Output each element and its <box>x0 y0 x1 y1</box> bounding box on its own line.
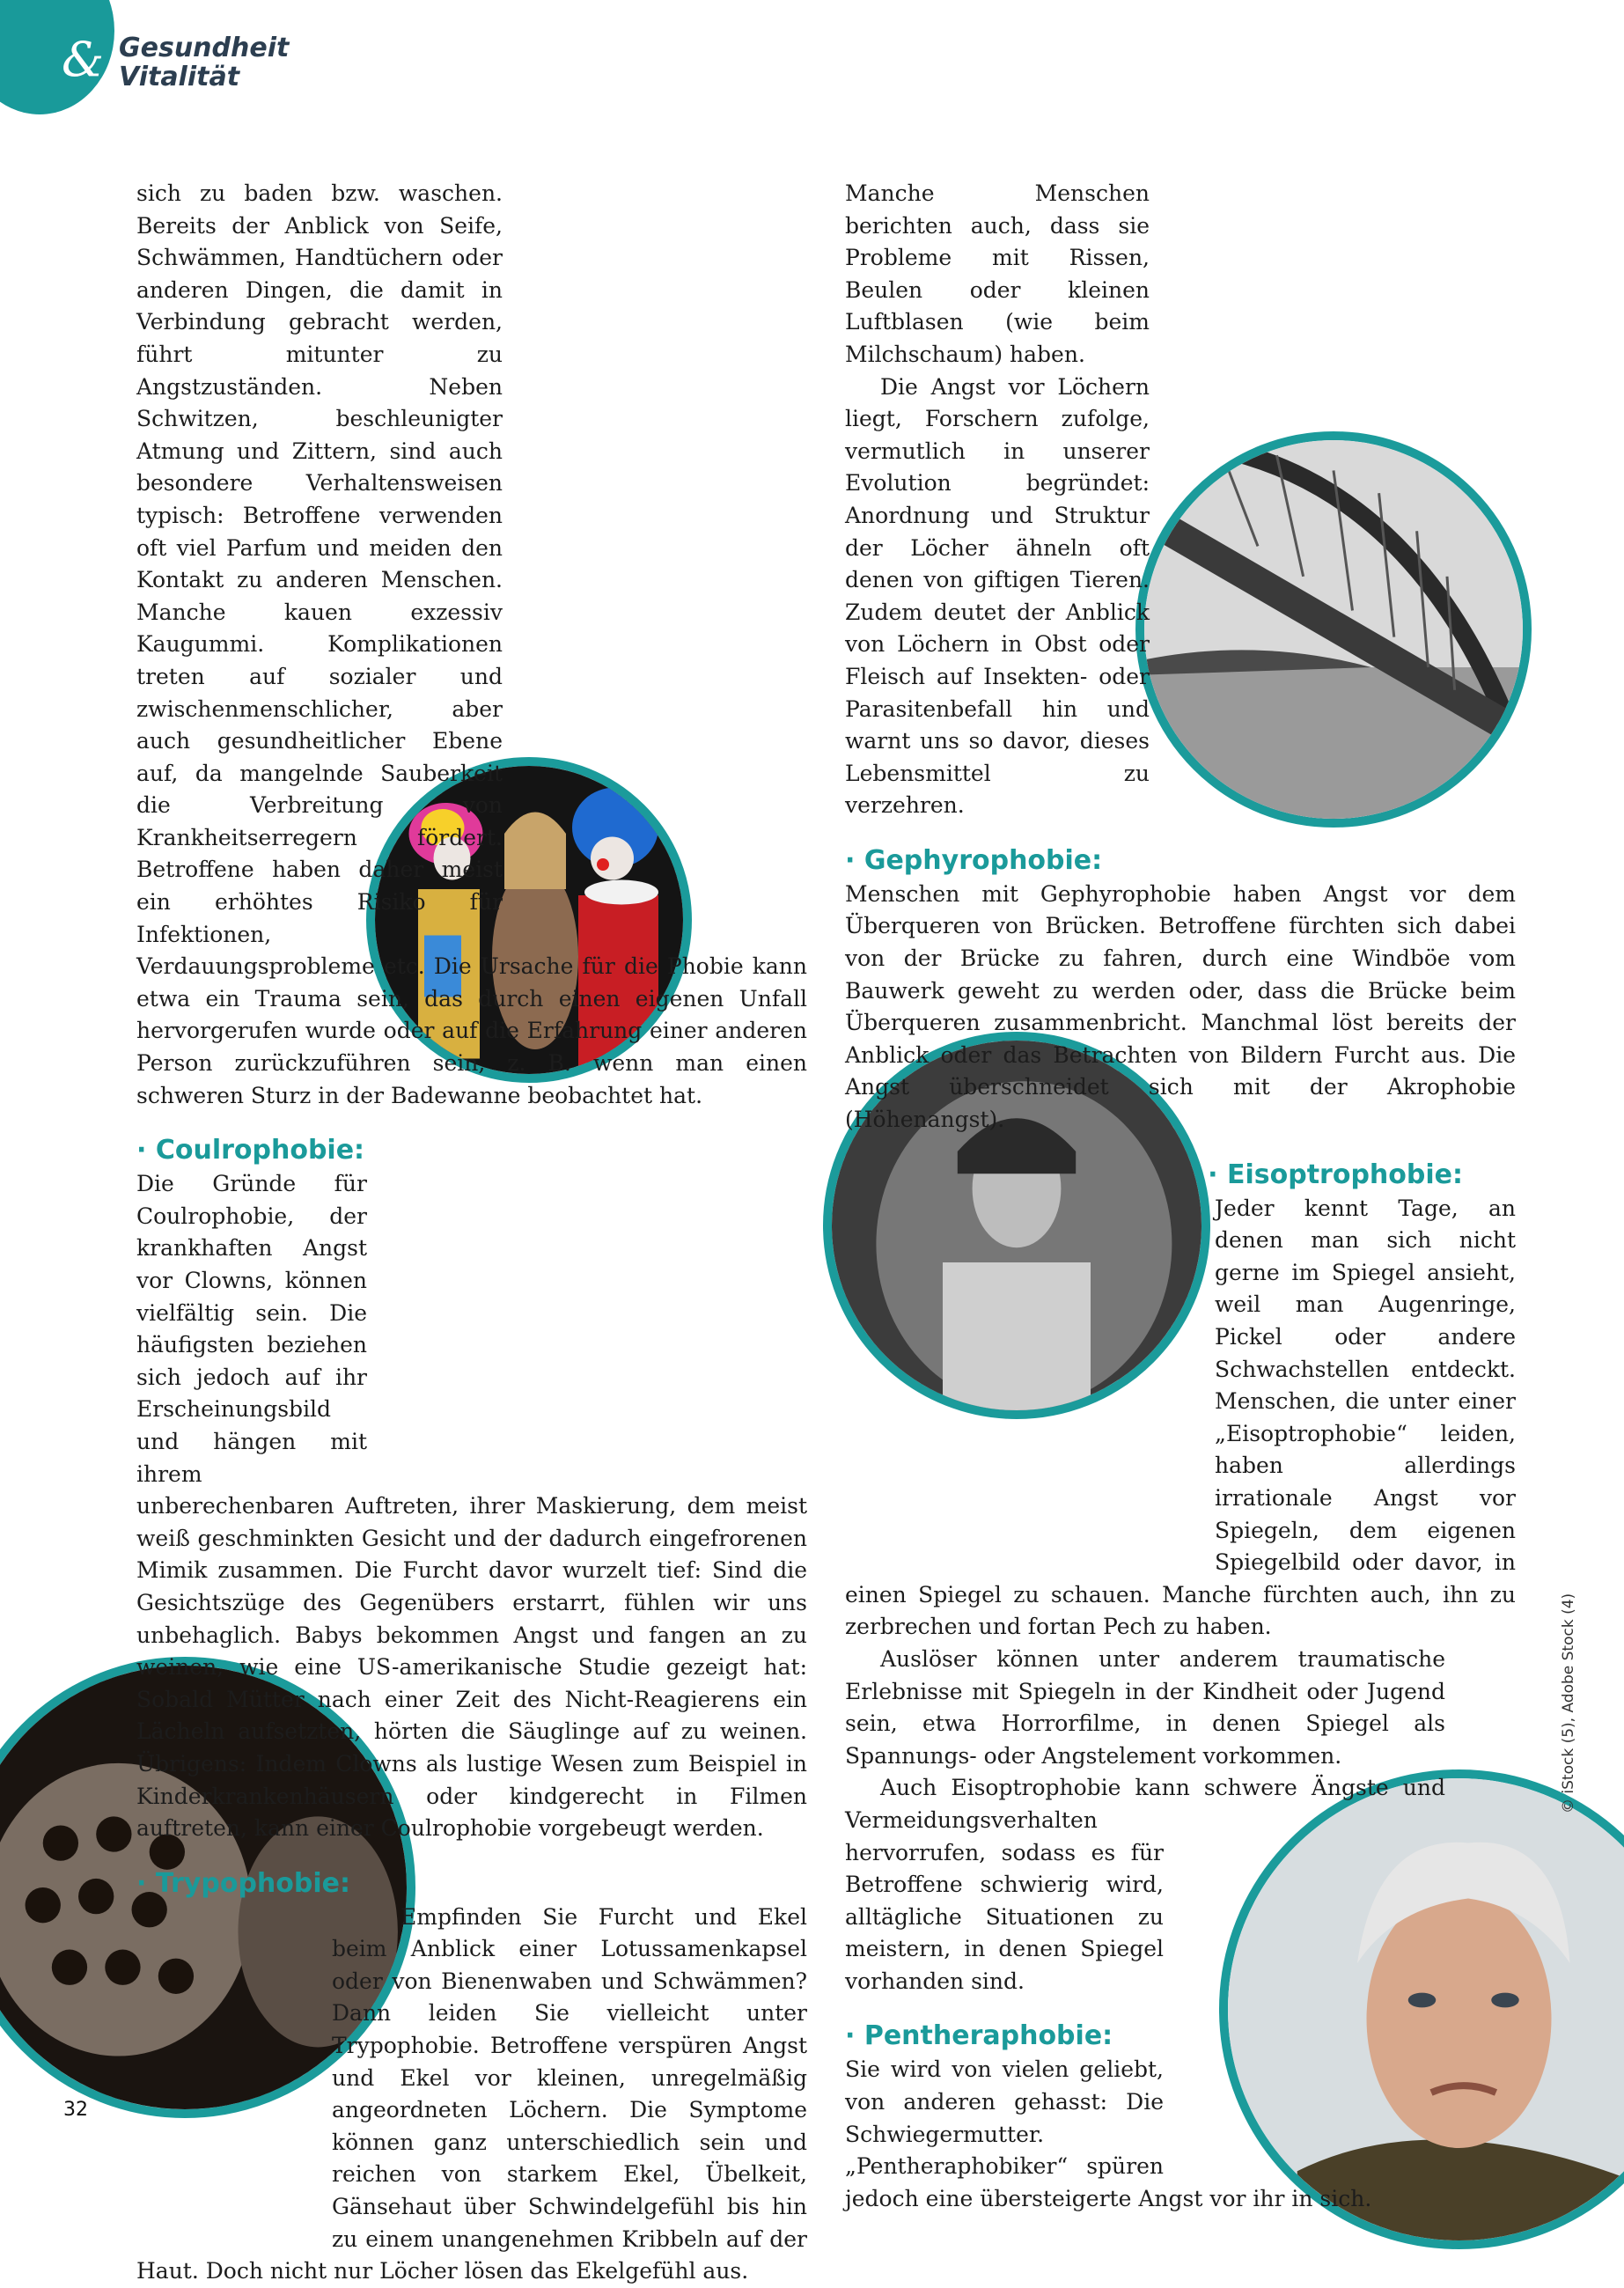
left-column <box>136 178 807 2288</box>
intro-paragraph: sich zu baden bzw. waschen. Bereits der Anblick von Seife, Schwämmen, Handtüchern oder anderen Dingen, die damit in Verbindung gebracht werden, führt mitunter zu Angstzuständen. Neben Schwitzen, beschleunigter Atmung und Zittern, sind auch besondere Verhaltensweisen typisch: Betroffene verwenden oft viel Parfum und meiden den Kontakt zu anderen Menschen. Manche kauen exzessiv Kaugummi. Komplikationen treten auf sozialer und zwischenmenschlicher, aber auch gesundheitlicher Ebene auf, da mangelnde Sauberkeit die Verbreitung von Krankheitserregern fördert. Betroffene haben daher meist ein erhöhtes Risiko für Infektionen, Verdauungsprobleme etc. Die Ursache für die Phobie kann etwa ein Trauma sein, das durch einen eigenen Unfall hervorgerufen wurde oder auf die Erfahrung einer anderen Person zurückzuführen sein, z. B. wenn man einen schweren Sturz in der Badewanne beobachtet hat. <box>136 180 807 1108</box>
trypophobie-continued-1: Manche Menschen berichten auch, dass sie Probleme mit Rissen, Beulen oder kleinen Luftblasen (wie beim Milchschaum) haben. <box>845 180 1150 367</box>
lotus-wrap-spacer-2 <box>136 1933 268 1965</box>
pentheraphobie-heading: · Pentheraphobie: <box>845 2020 1113 2052</box>
gephyrophobie-text: Menschen mit Gephyrophobie haben Angst vor dem Überqueren von Brücken. Betroffene fürchten sich dabei von der Brücke zu fahren, durch eine Windböe vom Bauwerk geweht zu werden oder, dass die Brücke beim Überqueren zusammenbricht. Manchmal löst bereits der Anblick oder das Betrachten von Bildern Furcht aus. Die Angst überschneidet sich mit der Akrophobie (Höhenangst). <box>845 880 1516 1133</box>
trypophobie-text: Empfinden Sie Furcht und Ekel beim Anblick einer Lotussamenkapsel oder von Bienenwaben und Schwämmen? Dann leiden Sie vielleicht unter Trypophobie. Betroffene verspüren Angst und Ekel vor kleinen, unregelmäßig angeordneten Löchern. Die Symptome können ganz unterschiedlich sein und reichen von starkem Ekel, Übelkeit, Gänsehaut über Schwindelgefühl bis hin zu einem unangenehmen Kribbeln auf der Haut. Doch nicht nur Löcher lösen das Ekelgefühl aus. <box>136 1903 807 2284</box>
section-title-line1: Gesundheit <box>119 33 290 63</box>
trypophobie-continued-2: Die Angst vor Löchern liegt, Forschern zufolge, vermutlich in unserer Evolution begründet: Anordnung und Struktur der Löcher ähneln oft denen von giftigen Tieren. Zudem deutet der Anblick von Löchern in Obst oder Fleisch auf Insekten- oder Parasitenbefall hin und warnt uns so davor, dieses Lebensmittel zu verzehren. <box>845 373 1150 819</box>
eisoptrophobie-text-3: Auch Eisoptrophobie kann schwere Ängste und Vermeidungsverhalten hervorrufen, sodass es für Betroffene schwierig wird, alltägliche Situationen zu meistern, in denen Spiegel vorhanden sind. <box>845 1775 1445 1994</box>
section-title-line2: Vitalität <box>119 62 240 92</box>
section-title <box>119 33 289 92</box>
coulrophobie-heading: · Coulrophobie: <box>136 1135 365 1166</box>
lotus-wrap-spacer-3 <box>136 1965 332 2229</box>
woman-wrap-spacer <box>1445 1705 1516 1811</box>
mirror-wrap-spacer <box>845 1193 1215 1561</box>
clowns-wrap-spacer <box>503 660 807 924</box>
photo-credit: © iStock (5), Adobe Stock (4) <box>1560 1593 1577 1813</box>
right-column <box>845 178 1516 2215</box>
page-number: 32 <box>63 2099 88 2121</box>
brand-ampersand: & <box>62 32 105 87</box>
lotus-wrap-spacer <box>136 1902 400 1933</box>
eisoptrophobie-heading: · Eisoptrophobie: <box>1208 1159 1463 1190</box>
woman-wrap-spacer-2 <box>1164 1811 1516 2163</box>
coulrophobie-text: Die Gründe für Coulrophobie, der krankhaften Angst vor Clowns, können vielfältig sein. Die häufigsten beziehen sich jedoch auf ihr Erscheinungsbild und hängen mit ihrem unberechenbaren Auftreten, ihrer Maskierung, dem meist weiß geschminkten Gesicht und der dadurch eingefrorenen Mimik zusammen. Die Furcht davor wurzelt tief: Sind die Gesichtszüge des Gegenübers erstarrt, fühlen wir uns unbehaglich. Babys bekommen Angst und fangen an zu weinen, wie eine US-amerikanische Studie gezeigt hat: Sobald Mütter nach einer Zeit des Nicht-Reagierens ein Lächeln aufsetzten, hörten die Säuglinge auf zu weinen. Übrigens: Indem Clowns als lustige Wesen zum Beispiel in Kinderkrankenhäusern oder kindgerecht in Filmen auftreten, kann einer Coulrophobie vorgebeugt werden. <box>136 1171 807 1842</box>
clowns-wrap-spacer-2 <box>367 1168 807 1489</box>
gephyrophobie-heading: · Gephyrophobie: <box>845 844 1103 876</box>
bridge-wrap-spacer <box>1150 398 1516 787</box>
eisoptrophobie-text-1: Jeder kennt Tage, an denen man sich nicht gerne im Spiegel ansieht, weil man Augenringe, Pickel oder andere Schwachstellen entdeckt. Menschen, die unter einer „Eisoptrophobie“ leiden, haben allerdings irrationale Angst vor Spiegeln, dem eigenen Spiegelbild oder davor, in einen Spiegel zu schauen. Manche fürchten auch, ihn zu zerbrechen und fortan Pech zu haben. <box>845 1195 1516 1640</box>
eisoptrophobie-text-2: Auslöser können unter anderem traumatische Erlebnisse mit Spiegeln in der Kindheit oder Jugend sein, etwa Horrorfilme, in denen Spiegel als Spannungs- oder Angstelement vorkommen. <box>845 1645 1445 1769</box>
pentheraphobie-text: Sie wird von vielen geliebt, von anderen gehasst: Die Schwiegermutter. „Pentheraphobiker“ spüren jedoch eine übersteigerte Angst vor ihr in sich. <box>845 2056 1372 2211</box>
trypophobie-heading: · Trypophobie: <box>136 1867 350 1899</box>
